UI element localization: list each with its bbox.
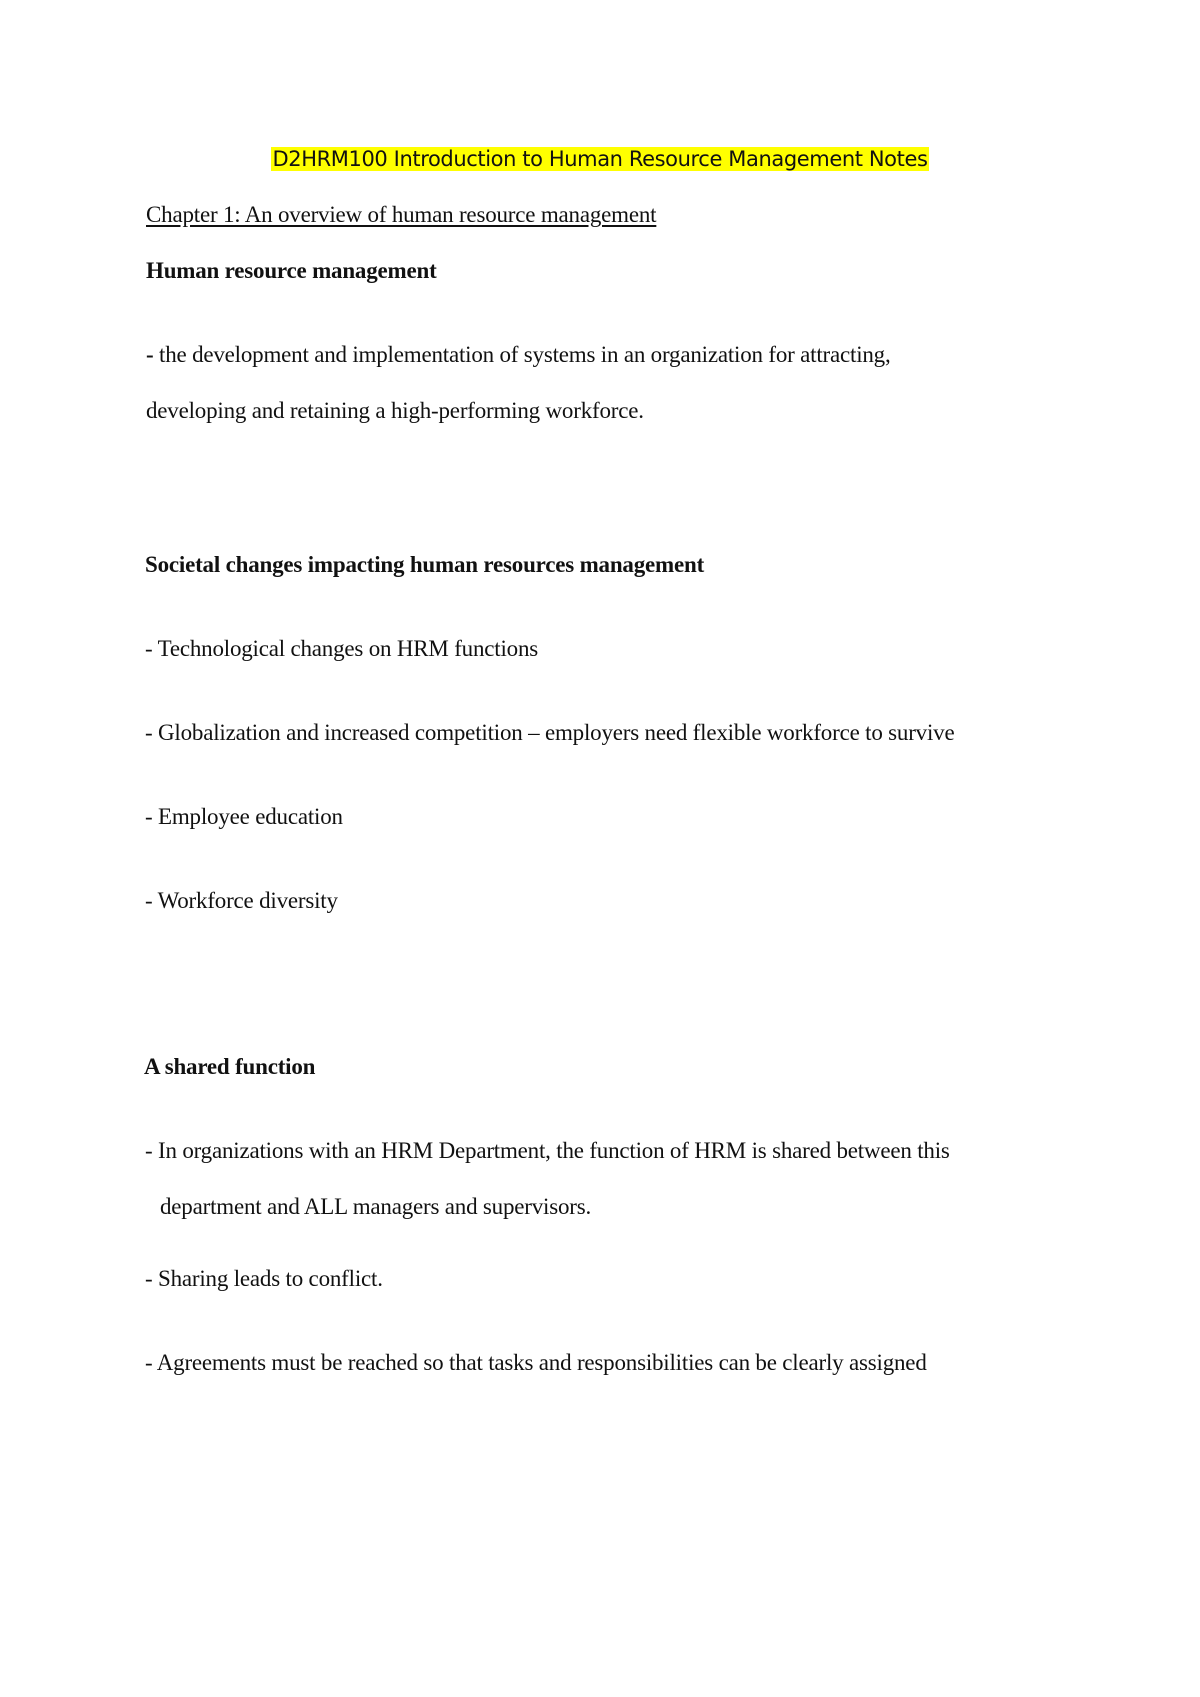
section-heading-societal-changes: Societal changes impacting human resources management <box>145 552 705 577</box>
list-item-hrm-department-line-2: department and ALL managers and supervisors. <box>160 1194 592 1219</box>
list-item-education: - Employee education <box>145 804 343 829</box>
list-item-hrm-department-line-1: - In organizations with an HRM Department, the function of HRM is shared between this <box>145 1138 950 1163</box>
list-item-sharing-conflict: - Sharing leads to conflict. <box>145 1266 383 1291</box>
chapter-heading: Chapter 1: An overview of human resource management <box>146 202 657 227</box>
definition-line-2: developing and retaining a high-performing workforce. <box>146 398 644 423</box>
list-item-agreements: - Agreements must be reached so that tasks and responsibilities can be clearly assigned <box>145 1350 927 1375</box>
definition-dash: - <box>146 342 154 367</box>
section-heading-hrm: Human resource management <box>146 258 437 283</box>
definition-text-1: the development and implementation of systems in an organization for attracting, <box>153 342 891 367</box>
list-item-diversity: - Workforce diversity <box>145 888 338 913</box>
list-item-technology: - Technological changes on HRM functions <box>145 636 539 661</box>
section-heading-shared-function: A shared function <box>144 1054 316 1079</box>
definition-line-1 <box>146 340 891 370</box>
list-item-globalization: - Globalization and increased competition – employers need flexible workforce to survive <box>145 720 955 745</box>
document-title <box>0 144 1200 174</box>
highlighted-title-text: D2HRM100 Introduction to Human Resource Management Notes <box>272 147 928 171</box>
